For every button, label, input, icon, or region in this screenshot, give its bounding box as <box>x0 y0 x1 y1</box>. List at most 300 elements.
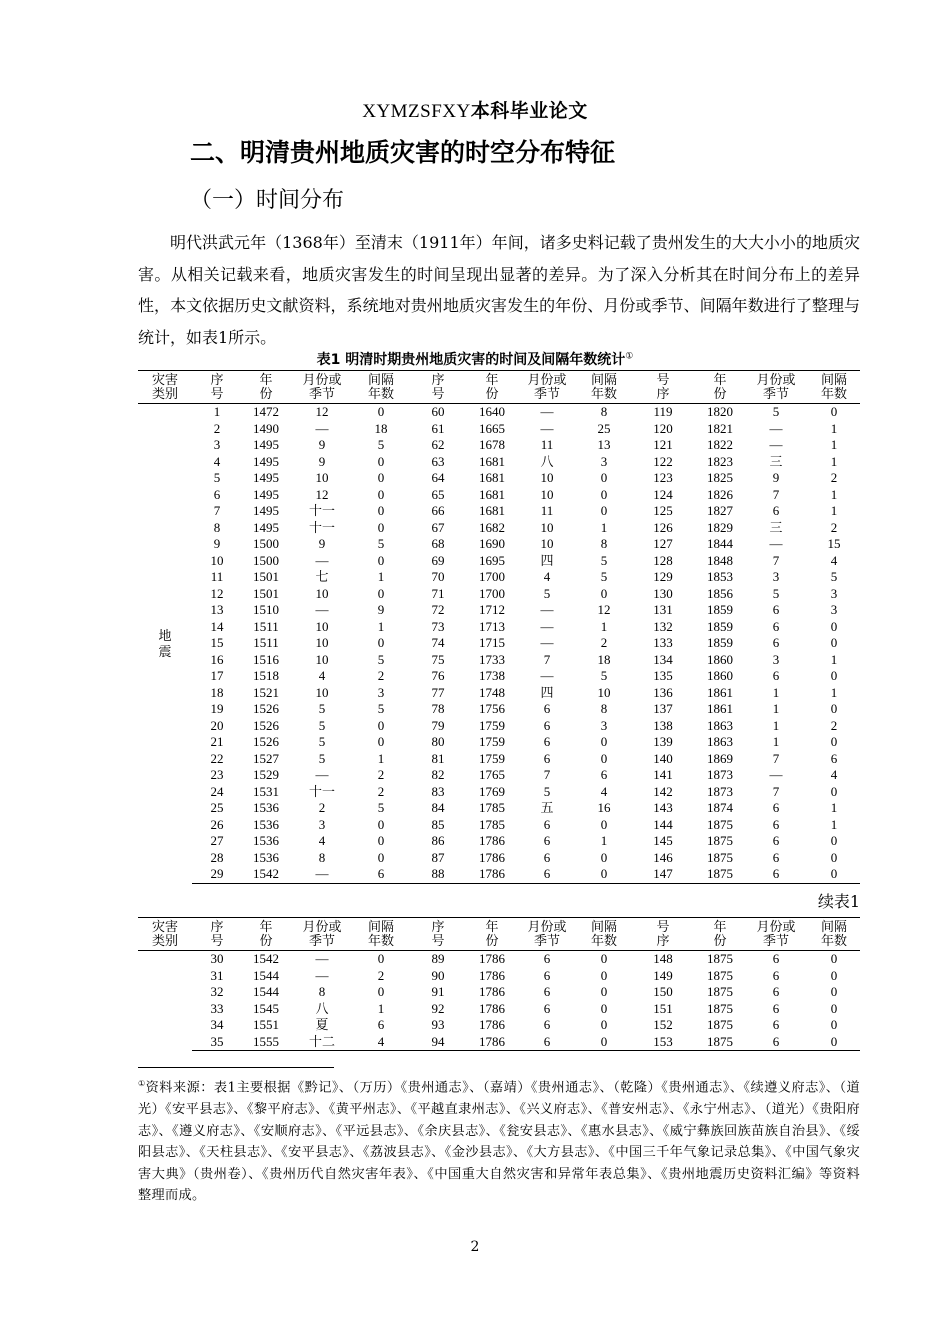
table-cell: 1874 <box>707 800 733 816</box>
footnote-text: 资料来源：表1主要根据《黔记》、（万历）《贵州通志》、（嘉靖）《贵州通志》、（乾隆）《贵州通志》、《续遵义府志》、（道光）《安平县志》、《黎平府志》、《黄平州志》、《平越直隶州志》、《兴义府志》、《普安州志》、《永宁州志》、（道光）《贵阳府志》、《遵义府志》、《安顺府志》、《平远县志》、《余庆县志》、《瓮安县志》、《惠水县志》、《威宁彝族回族苗族自治县》、《绥阳县志》、《天柱县志》、《安平县志》、《荔波县志》、《金沙县志》、《大方县志》、《中国三千年气象记录总集》、《中国气象灾害大典》（贵州卷）、《贵州历代自然灾害年表》、《中国重大自然灾害和异常年表总集》、《贵州地震历史资料汇编》等资料整理而成。 <box>138 1080 860 1204</box>
table-cell: 1825 <box>707 470 733 486</box>
column-header: 间隔 年数 <box>808 371 860 404</box>
header-english: XYMZSFXY <box>362 101 471 122</box>
table-cell: 0 <box>830 1000 838 1016</box>
table-cell: 1531 <box>253 783 279 799</box>
table-cell: 32 <box>210 984 224 1000</box>
table-cell: 149 <box>653 967 673 983</box>
table-cell: 1495 <box>253 437 279 453</box>
table-cell: 1681 <box>479 486 505 502</box>
table-cell: 3 <box>772 651 780 667</box>
table-cell: 10 <box>315 470 329 486</box>
table-cell: 1 <box>830 816 838 832</box>
table-cell: 147 <box>630 866 696 883</box>
table-cell: 1681 <box>479 470 505 486</box>
table-cell: 9 <box>318 437 326 453</box>
table-cell: 1875 <box>707 1017 733 1033</box>
table-cell: 7 <box>543 651 551 667</box>
footnote-ref-mark: ① <box>625 351 634 362</box>
table-cell: 1526 <box>253 701 279 717</box>
table-cell: 1 <box>600 618 608 634</box>
table-cell: 1495 <box>253 503 279 519</box>
running-header <box>0 96 950 123</box>
table-cell: 6 <box>543 816 551 832</box>
table-cell: 91 <box>431 984 445 1000</box>
table-cell: 129 <box>653 569 673 585</box>
table-cell: 6 <box>772 833 780 849</box>
table-cell: 0 <box>600 816 608 832</box>
table-cell: 12 <box>597 602 611 618</box>
table-cell: 1875 <box>707 849 733 865</box>
table-cell: 65 <box>431 486 445 502</box>
table-cell: 1551 <box>253 1017 279 1033</box>
table-cell: 2 <box>318 800 326 816</box>
table-cell: 31 <box>210 967 224 983</box>
table-cell: 0 <box>600 984 608 1000</box>
table-cell: 25 <box>597 420 611 436</box>
table-cell: 5 <box>600 552 608 568</box>
column-header: 序 号 <box>192 918 242 951</box>
table-cell: 6 <box>543 984 551 1000</box>
table-cell: 1 <box>772 734 780 750</box>
table-cell: 2 <box>377 767 385 783</box>
column-header: 月份或 季节 <box>744 918 808 951</box>
table-cell: 1759 <box>479 750 505 766</box>
table-cell: 21 <box>210 734 224 750</box>
table-cell: 1765 <box>479 767 505 783</box>
table-cell: 6 <box>772 1000 780 1016</box>
table-cell: 150 <box>653 984 673 1000</box>
table-cell: — <box>769 536 783 552</box>
table-cell: 6 <box>772 984 780 1000</box>
table-cell: 7 <box>772 552 780 568</box>
table-cell: 7 <box>772 750 780 766</box>
table-main <box>138 370 860 884</box>
table-cell: 8 <box>318 984 326 1000</box>
table-cell: 1 <box>377 750 385 766</box>
table-cell: 146 <box>653 849 673 865</box>
table-cell: 1690 <box>479 536 505 552</box>
table-cell: 6 <box>772 503 780 519</box>
table-cell: 1875 <box>707 984 733 1000</box>
table-cell: 87 <box>431 849 445 865</box>
table-cell: 1786 <box>479 951 505 967</box>
table-cell: 61 <box>431 420 445 436</box>
table-cell: 6 <box>543 750 551 766</box>
table-cell: 0 <box>830 635 838 651</box>
table-cell: 0 <box>830 849 838 865</box>
table-cell: 1 <box>600 519 608 535</box>
table-cell: 1713 <box>479 618 505 634</box>
table-cell: 1844 <box>707 536 733 552</box>
table-cell: 0 <box>377 585 385 601</box>
table-cell: 0 <box>600 967 608 983</box>
table-cell: 七 <box>315 569 329 585</box>
table-cell: 1 <box>377 569 385 585</box>
table-cell: 153 <box>630 1034 696 1051</box>
table-cell: 33 <box>210 1000 224 1016</box>
table-cell: 1875 <box>707 967 733 983</box>
table-cell: 1861 <box>707 684 733 700</box>
table-cell: 4 <box>830 767 838 783</box>
table-row <box>138 421 860 438</box>
table-cell: 0 <box>377 717 385 733</box>
table-cell: 1544 <box>253 984 279 1000</box>
table-cell: 十二 <box>290 1034 354 1051</box>
table-cell: 0 <box>830 984 838 1000</box>
table-cell: 1863 <box>707 717 733 733</box>
table-cell: 1545 <box>253 1000 279 1016</box>
table-cell: 2 <box>830 470 838 486</box>
table-cell: 89 <box>431 951 445 967</box>
table-cell: 2 <box>600 635 608 651</box>
table-cell: 1555 <box>242 1034 290 1051</box>
table-cell: 5 <box>213 470 221 486</box>
table-cell: 3 <box>772 569 780 585</box>
table-cell: 93 <box>431 1017 445 1033</box>
table-cell: 1 <box>377 618 385 634</box>
table-caption <box>0 349 950 369</box>
table-cell: 30 <box>210 951 224 967</box>
table-cell: 4 <box>318 833 326 849</box>
table-cell: 139 <box>653 734 673 750</box>
table-cell: 8 <box>600 536 608 552</box>
header-chinese: 本科毕业论文 <box>470 100 588 122</box>
table-cell: 1869 <box>707 750 733 766</box>
table-cell: 0 <box>600 470 608 486</box>
table-cell: — <box>315 967 329 983</box>
table-cell: 12 <box>210 585 224 601</box>
table-cell: 0 <box>377 849 385 865</box>
table-row <box>138 1001 860 1018</box>
table-cell: 78 <box>431 701 445 717</box>
table-cell: 6 <box>543 849 551 865</box>
table-cell: — <box>540 635 554 651</box>
table-cell: 1 <box>830 486 838 502</box>
table-cell: 1542 <box>242 866 290 883</box>
table-cell: 6 <box>516 866 578 883</box>
table-cell: 145 <box>653 833 673 849</box>
table-cell: 6 <box>600 767 608 783</box>
table-cell: 1786 <box>479 849 505 865</box>
table-cell: 四 <box>540 552 554 568</box>
table-cell: 1856 <box>707 585 733 601</box>
table-cell: 0 <box>600 503 608 519</box>
table-cell: 0 <box>830 734 838 750</box>
table-cell: 15 <box>827 536 841 552</box>
table-cell: 1786 <box>479 1017 505 1033</box>
table-cell: — <box>315 420 329 436</box>
table-cell: 80 <box>431 734 445 750</box>
table-cell: 1681 <box>479 453 505 469</box>
table-cell: 1863 <box>707 734 733 750</box>
table-cell: 0 <box>830 967 838 983</box>
table-cell: 10 <box>597 684 611 700</box>
table-cell: 0 <box>600 486 608 502</box>
table-cell: 0 <box>377 635 385 651</box>
table-cell: 24 <box>210 783 224 799</box>
table-cell: 1700 <box>479 585 505 601</box>
table-row <box>138 850 860 867</box>
table-cell: 1700 <box>479 569 505 585</box>
table-cell: 22 <box>210 750 224 766</box>
table-cell: 1510 <box>253 602 279 618</box>
table-cell: 1769 <box>479 783 505 799</box>
column-header: 灾害 类别 <box>138 371 192 404</box>
table-cell: 1756 <box>479 701 505 717</box>
table-row <box>138 652 860 669</box>
table-cell: 7 <box>772 783 780 799</box>
table-cell: 18 <box>210 684 224 700</box>
column-header: 间隔 年数 <box>354 371 408 404</box>
table-row <box>138 1034 860 1051</box>
table-cell: 2 <box>213 420 221 436</box>
table-row <box>138 734 860 751</box>
table-cell: 5 <box>318 734 326 750</box>
table-cell: 0 <box>377 519 385 535</box>
table-cell: 5 <box>772 585 780 601</box>
table-cell: 八 <box>540 453 554 469</box>
table-cell: 1500 <box>253 536 279 552</box>
table-row <box>138 454 860 471</box>
column-header: 间隔 年数 <box>578 371 630 404</box>
table-cell: 1853 <box>707 569 733 585</box>
table-cell: 1526 <box>253 717 279 733</box>
table-cell: 4 <box>543 569 551 585</box>
table-cell: 5 <box>377 437 385 453</box>
table-cell: 10 <box>210 552 224 568</box>
table-cell: 1536 <box>253 849 279 865</box>
footnote-mark: ① <box>138 1079 146 1088</box>
table-cell: 5 <box>600 569 608 585</box>
table-cell: 14 <box>210 618 224 634</box>
table-cell: 76 <box>431 668 445 684</box>
table-cell: 0 <box>377 984 385 1000</box>
table-cell: 0 <box>578 1034 630 1051</box>
table-cell: 151 <box>653 1000 673 1016</box>
column-header: 年 份 <box>242 918 290 951</box>
table-cell: 6 <box>377 1017 385 1033</box>
table-cell: 119 <box>653 404 673 420</box>
table-cell: 1500 <box>253 552 279 568</box>
table-cell: 10 <box>315 635 329 651</box>
table-cell: 10 <box>540 536 554 552</box>
table-cell: 138 <box>653 717 673 733</box>
table-cell: 27 <box>210 833 224 849</box>
table-cell: 4 <box>213 453 221 469</box>
table-cell: 6 <box>772 967 780 983</box>
table-cell: 136 <box>653 684 673 700</box>
table-cell: 1733 <box>479 651 505 667</box>
category-cell: 地 震 <box>158 627 172 659</box>
table-cell: 1875 <box>696 866 744 883</box>
table-cell: 10 <box>540 470 554 486</box>
table-cell: — <box>540 602 554 618</box>
table-cell: 1786 <box>479 1000 505 1016</box>
table-cell: 12 <box>315 404 329 420</box>
table-row <box>138 951 860 968</box>
table-cell: 3 <box>600 453 608 469</box>
table-cell: 34 <box>210 1017 224 1033</box>
table-cell: 148 <box>653 951 673 967</box>
table-cell: 11 <box>210 569 224 585</box>
table-cell: 1748 <box>479 684 505 700</box>
table-cell: 7 <box>543 767 551 783</box>
table-cell: 0 <box>830 1017 838 1033</box>
column-header: 年 份 <box>696 918 744 951</box>
table-cell: 130 <box>653 585 673 601</box>
table-cell: — <box>315 602 329 618</box>
table-cell: 8 <box>600 404 608 420</box>
table-cell: 6 <box>516 1034 578 1051</box>
table-cell: 5 <box>543 783 551 799</box>
table-cell: 71 <box>431 585 445 601</box>
table-cell: 1 <box>377 1000 385 1016</box>
table-cell: 2 <box>830 519 838 535</box>
table-cell: 5 <box>600 668 608 684</box>
table-cell: 十一 <box>308 503 335 519</box>
table-cell: 0 <box>377 816 385 832</box>
table-cell: 1875 <box>696 1034 744 1051</box>
subsection-heading: （一）时间分布 <box>190 188 345 213</box>
table-cell: 5 <box>830 569 838 585</box>
table-cell: 1786 <box>479 984 505 1000</box>
table-cell: 17 <box>210 668 224 684</box>
table-cell: 4 <box>830 552 838 568</box>
table-row <box>138 866 860 883</box>
table-cell: 1786 <box>468 866 516 883</box>
table-cell: 0 <box>377 486 385 502</box>
table-cell: 十一 <box>308 783 335 799</box>
table-cell: 77 <box>431 684 445 700</box>
table-cell: 1 <box>830 651 838 667</box>
column-header: 序 号 <box>192 371 242 404</box>
table-row <box>138 619 860 636</box>
table-cell: 1 <box>213 404 221 420</box>
table-cell: 1715 <box>479 635 505 651</box>
table-row <box>138 668 860 685</box>
table-cell: 1544 <box>253 967 279 983</box>
table-cell: 1472 <box>253 404 279 420</box>
table-cell: 1 <box>772 701 780 717</box>
table-cell: 152 <box>653 1017 673 1033</box>
table-cell: — <box>315 951 329 967</box>
table-cell: 23 <box>210 767 224 783</box>
table-cell: 60 <box>431 404 445 420</box>
table-cell: 6 <box>543 833 551 849</box>
table-cell: 1860 <box>707 651 733 667</box>
table-row <box>138 751 860 768</box>
table-cell: 0 <box>600 585 608 601</box>
table-cell: 10 <box>315 651 329 667</box>
table-cell: 1820 <box>707 404 733 420</box>
table-cell: 1665 <box>479 420 505 436</box>
table-cell: 92 <box>431 1000 445 1016</box>
table-cell: 八 <box>315 1000 329 1016</box>
table-cell: 25 <box>210 800 224 816</box>
table-cell: 79 <box>431 717 445 733</box>
table-cell: 1 <box>830 684 838 700</box>
table-cell: 131 <box>653 602 673 618</box>
table-cell: 132 <box>653 618 673 634</box>
table-cell: 1873 <box>707 783 733 799</box>
table-cell: 10 <box>540 486 554 502</box>
table-cell: 3 <box>318 816 326 832</box>
table-cell: 67 <box>431 519 445 535</box>
table-cell: 1873 <box>707 767 733 783</box>
table-cell: 1495 <box>253 453 279 469</box>
column-header: 间隔 年数 <box>354 918 408 951</box>
table-cell: 1861 <box>707 701 733 717</box>
table-cell: 1738 <box>479 668 505 684</box>
column-header: 灾害 类别 <box>138 918 192 951</box>
table-cell: — <box>315 552 329 568</box>
table-cell: 12 <box>315 486 329 502</box>
table-cell: 10 <box>315 585 329 601</box>
column-header: 序 号 <box>408 918 468 951</box>
table-row <box>138 569 860 586</box>
table-cell: — <box>540 404 554 420</box>
table-cell: 2 <box>830 717 838 733</box>
table-cell: 0 <box>578 866 630 883</box>
table-cell: 6 <box>213 486 221 502</box>
table-cell: 0 <box>830 701 838 717</box>
table-cell: 88 <box>408 866 468 883</box>
table-cell: 120 <box>653 420 673 436</box>
table-cell: 6 <box>543 1017 551 1033</box>
table-cell: 16 <box>210 651 224 667</box>
table-row <box>138 602 860 619</box>
table-cell: 6 <box>744 866 808 883</box>
table-caption-text: 表1 明清时期贵州地质灾害的时间及间隔年数统计 <box>316 352 626 368</box>
table-cell: — <box>769 437 783 453</box>
column-header: 年 份 <box>696 371 744 404</box>
table-row <box>138 984 860 1001</box>
table-cell: 0 <box>808 866 860 883</box>
table-cell: 1695 <box>479 552 505 568</box>
table-cell: 2 <box>377 783 385 799</box>
table-row <box>138 520 860 537</box>
table-cell: 1785 <box>479 800 505 816</box>
table-cell: 28 <box>210 849 224 865</box>
table-cell: 9 <box>377 602 385 618</box>
table-cell: 1786 <box>479 833 505 849</box>
table-cell: 3 <box>213 437 221 453</box>
table-cell: 74 <box>431 635 445 651</box>
table-cell: 81 <box>431 750 445 766</box>
table-cell: 0 <box>600 849 608 865</box>
table-cell: 1759 <box>479 734 505 750</box>
table-cell: 1859 <box>707 602 733 618</box>
table-cell: 133 <box>653 635 673 651</box>
table-cell: 三 <box>769 519 783 535</box>
table-cell: 1826 <box>707 486 733 502</box>
table-cell: 125 <box>653 503 673 519</box>
table-cell: 5 <box>318 750 326 766</box>
table-cell: 6 <box>772 1017 780 1033</box>
table-cell: 1821 <box>707 420 733 436</box>
table-cell: 72 <box>431 602 445 618</box>
table-cell: 70 <box>431 569 445 585</box>
table-cell: 3 <box>600 717 608 733</box>
table-cell: 122 <box>653 453 673 469</box>
table-cell: 0 <box>377 734 385 750</box>
table-cell: 6 <box>543 734 551 750</box>
table-cell: 4 <box>354 1034 408 1051</box>
table-row <box>138 833 860 850</box>
column-header: 间隔 年数 <box>808 918 860 951</box>
table-cell: 68 <box>431 536 445 552</box>
